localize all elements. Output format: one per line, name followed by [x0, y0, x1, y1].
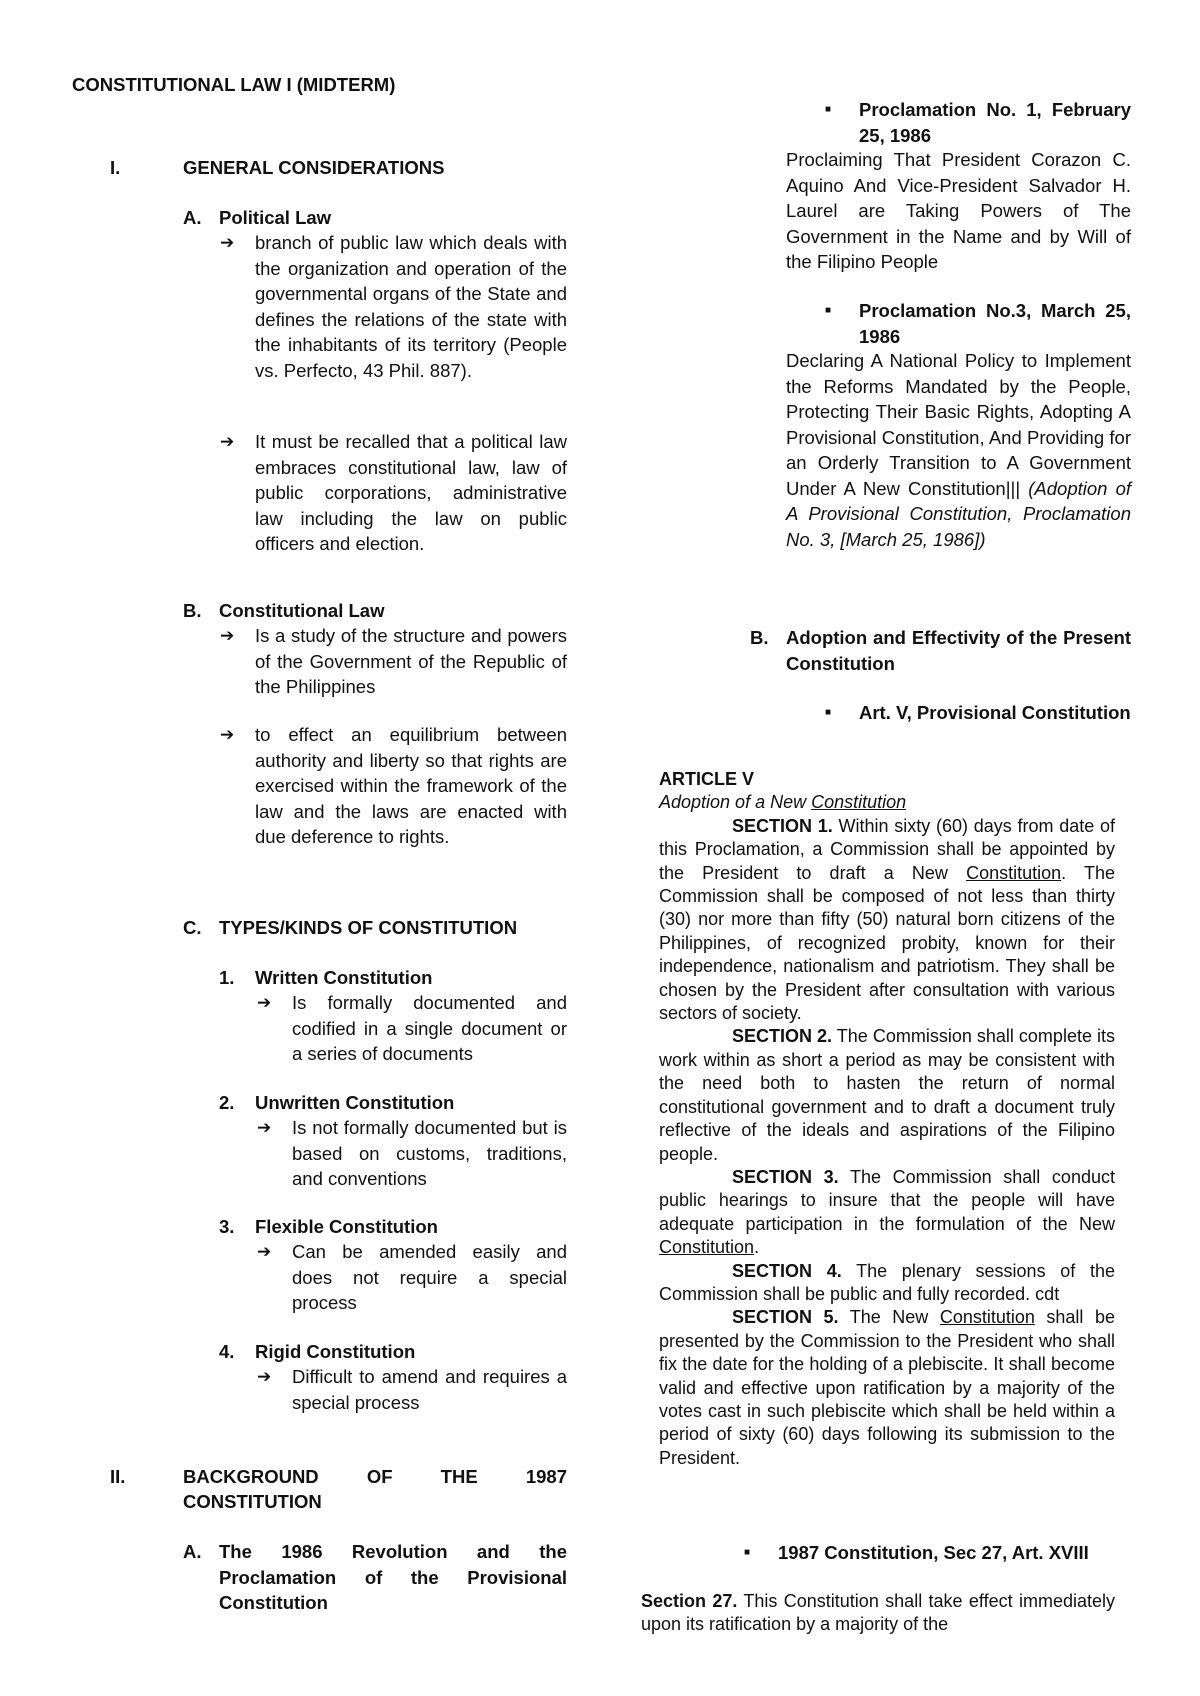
- proclamation-3-description: Declaring A National Policy to Implement the Reforms Mandated by the People, Protecting Their Basic Rights, Adopting A Provisional Constitution, And Providing for an Orderly Transition to A Government Under A New Constitution||| (Adoption of A Provisional Constitution, Proclamation No. 3, [March 25, 1986]): [786, 350, 1132, 550]
- section-4-paragraph: SECTION 4. The plenary sessions of the Commission shall be public and fully recorded. cdt: [659, 1260, 1115, 1304]
- arrow-icon: ➔: [220, 725, 235, 744]
- type-desc-unwritten: ➔ Is not formally documented but is based on customs, traditions, and conventions: [257, 1117, 567, 1189]
- type-desc-rigid: ➔ Difficult to amend and requires a special process: [257, 1366, 567, 1413]
- constitutional-law-definition: ➔ Is a study of the structure and powers of the Government of the Republic of the Philippines: [220, 625, 567, 697]
- proclamation-1-description: Proclaiming That President Corazon C. Aquino And Vice-President Salvador H. Laurel are Taking Powers of The Government in the Name and by Will of the Filipino People: [786, 149, 1131, 272]
- section-a-letter: A.: [183, 207, 202, 228]
- type-desc-flexible: ➔ Can be amended easily and does not require a special process: [257, 1241, 567, 1313]
- part-two-number: II.: [110, 1466, 126, 1487]
- article-heading: ARTICLE V: [659, 769, 755, 789]
- type-number: 2.: [219, 1092, 235, 1113]
- political-law-definition: ➔ branch of public law which deals with the organization and operation of the governmental organs of the State and defines the relations of the state with the inhabitants of its territory (People vs. Perfecto, 43 Phil. 887).: [220, 232, 567, 381]
- arrow-icon: ➔: [220, 432, 235, 451]
- part-two-title-line1: BACKGROUND OF THE 1987: [183, 1466, 567, 1487]
- political-law-heading: Political Law: [219, 207, 332, 228]
- arrow-icon: ➔: [257, 1367, 272, 1386]
- section-1-paragraph: SECTION 1. Within sixty (60) days from date of this Proclamation, a Commission shall be appointed by the President to draft a New Constitution. The Commission shall be composed of not less than thirty (30) nor more than fifty (50) natural born citizens of the Philippines, of recognized probity, known for their independence, nationalism and patriotism. They shall be chosen by the President after consultation with various sectors of society.: [659, 815, 1115, 1024]
- section-b-letter-right: B.: [750, 627, 769, 648]
- type-title-rigid: Rigid Constitution: [255, 1341, 416, 1362]
- arrow-icon: ➔: [220, 626, 235, 645]
- section-3-paragraph: SECTION 3. The Commission shall conduct public hearings to insure that the people will have adequate participation in the formulation of the New Constitution.: [659, 1166, 1115, 1258]
- adoption-effectivity-heading: Adoption and Effectivity of the Present Constitution: [786, 627, 1131, 674]
- type-title-flexible: Flexible Constitution: [255, 1216, 438, 1237]
- constitutional-law-heading: Constitutional Law: [219, 600, 385, 621]
- type-title-unwritten: Unwritten Constitution: [255, 1092, 455, 1113]
- proclamation-1-title: ■ Proclamation No. 1, February 25, 1986: [825, 99, 1131, 146]
- section-2-paragraph: SECTION 2. The Commission shall complete its work within as short a period as may be consistent with the need both to hasten the return of normal constitutional government and to draft a document truly reflective of the ideals and aspirations of the Filipino people.: [659, 1026, 1115, 1164]
- section-c-letter: C.: [183, 917, 202, 938]
- type-title-written: Written Constitution: [255, 967, 433, 988]
- square-bullet-icon: ■: [825, 104, 832, 115]
- types-of-constitution-heading: TYPES/KINDS OF CONSTITUTION: [219, 917, 518, 938]
- arrow-icon: ➔: [220, 233, 235, 252]
- type-number: 1.: [219, 967, 235, 988]
- section-iia-letter: A.: [183, 1541, 202, 1562]
- square-bullet-icon: ■: [825, 707, 832, 718]
- document-title: CONSTITUTIONAL LAW I (MIDTERM): [72, 74, 396, 95]
- part-one-number: I.: [110, 157, 121, 178]
- type-number: 3.: [219, 1216, 235, 1237]
- type-number: 4.: [219, 1341, 235, 1362]
- type-desc-written: ➔ Is formally documented and codified in a single document or a series of documents: [257, 992, 567, 1064]
- revolution-heading: The 1986 Revolution and the Proclamation of the Provisional Constitution: [219, 1541, 567, 1613]
- article-v-text: [659, 768, 1115, 1470]
- square-bullet-icon: ■: [744, 1547, 751, 1558]
- political-law-scope: ➔ It must be recalled that a political law embraces constitutional law, law of public corporations, administrative law including the law on public officers and election.: [220, 431, 567, 554]
- section-5-paragraph: SECTION 5. The New Constitution shall be presented by the Commission to the President who shall fix the date for the holding of a plebiscite. It shall become valid and effective upon ratification by a majority of the votes cast in such plebiscite which shall be held within a period of sixty (60) days following its submission to the President.: [659, 1307, 1115, 1468]
- part-two-title-line2: CONSTITUTION: [183, 1491, 322, 1512]
- part-one-title: GENERAL CONSIDERATIONS: [183, 157, 445, 178]
- arrow-icon: ➔: [257, 1118, 272, 1137]
- proclamation-3-title: ■ Proclamation No.3, March 25, 1986: [825, 300, 1131, 347]
- arrow-icon: ➔: [257, 1242, 272, 1261]
- art-v-bullet: ■ Art. V, Provisional Constitution: [859, 700, 1131, 726]
- art-xviii-bullet: ■ 1987 Constitution, Sec 27, Art. XVIII: [778, 1540, 1115, 1566]
- section-b-letter: B.: [183, 600, 202, 621]
- constitutional-law-purpose: ➔ to effect an equilibrium between authority and liberty so that rights are exercised within the framework of the law and the laws are enacted with due deference to rights.: [220, 724, 567, 847]
- square-bullet-icon: ■: [825, 305, 832, 316]
- article-subtitle: Adoption of a New Constitution: [659, 792, 907, 813]
- arrow-icon: ➔: [257, 993, 272, 1012]
- section-27-paragraph: Section 27. This Constitution shall take effect immediately upon its ratification by a majority of the: [641, 1591, 1115, 1635]
